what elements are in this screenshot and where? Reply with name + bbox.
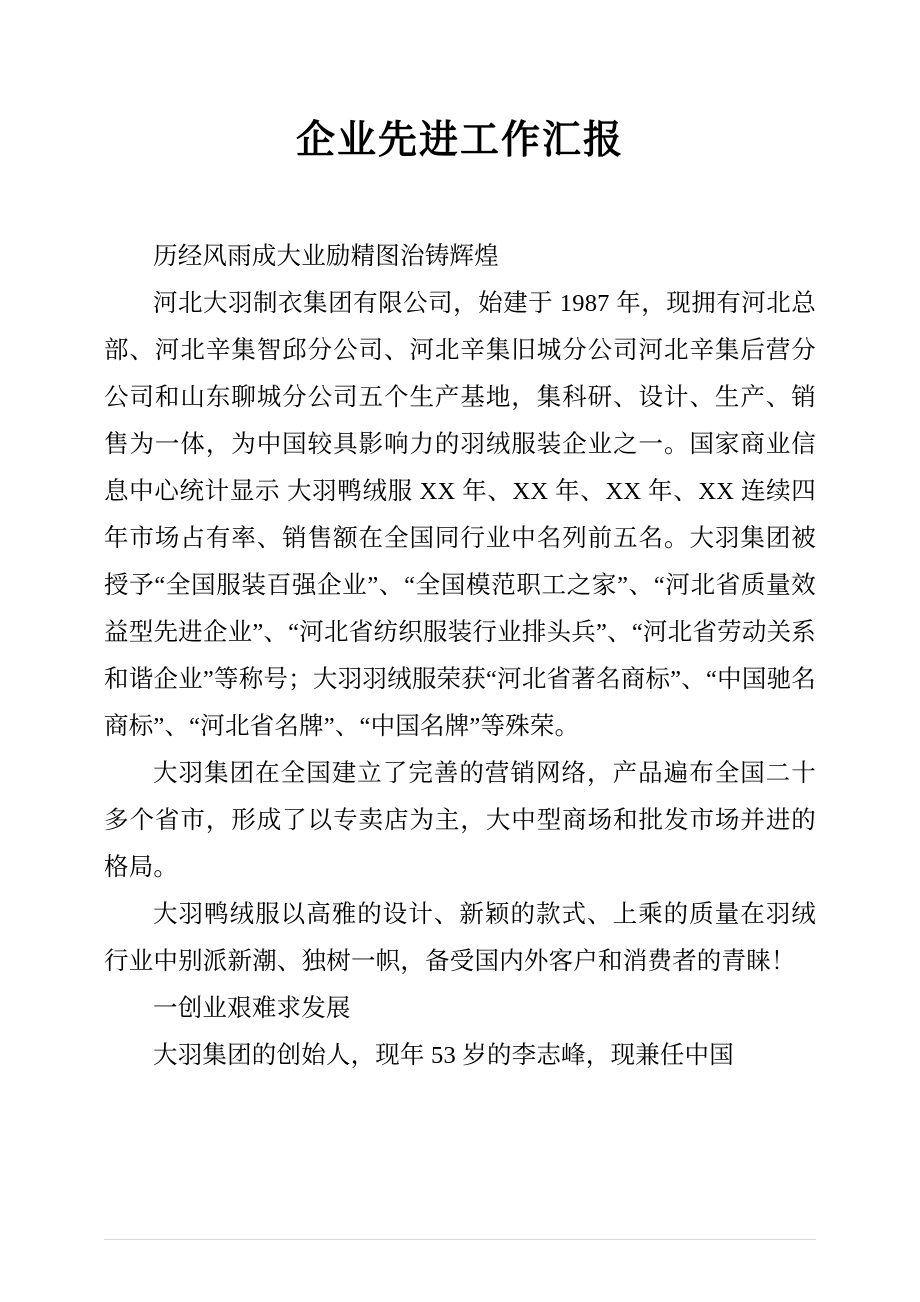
document-body (104, 233, 816, 1079)
paragraph: 河北大羽制衣集团有限公司，始建于 1987 年，现拥有河北总部、河北辛集智邱分公司、河北辛集旧城分公司河北辛集后营分公司和山东聊城分公司五个生产基地，集科研、设计、生产、销售为一体，为中国较具影响力的羽绒服装企业之一。国家商业信息中心统计显示 大羽鸭绒服 XX 年、XX 年、XX 年、XX 连续四年市场占有率、销售额在全国同行业中名列前五名。大羽集团被授予“全国服装百强企业”、“全国模范职工之家”、“河北省质量效益型先进企业”、“河北省纺织服装行业排头兵”、“河北省劳动关系和谐企业”等称号；大羽羽绒服荣获“河北省著名商标”、“中国驰名商标”、“河北省名牌”、“中国名牌”等殊荣。 (104, 289, 816, 740)
footer-divider (104, 1239, 816, 1240)
paragraph: 大羽集团在全国建立了完善的营销网络，产品遍布全国二十多个省市，形成了以专卖店为主，大中型商场和批发市场并进的格局。 (104, 759, 816, 881)
paragraph: 大羽集团的创始人，现年 53 岁的李志峰，现兼任中国 (153, 1041, 734, 1069)
paragraph: 大羽鸭绒服以高雅的设计、新颖的款式、上乘的质量在羽绒行业中别派新潮、独树一帜，备受国内外客户和消费者的青睐！ (104, 900, 816, 975)
paragraph: 历经风雨成大业励精图治铸辉煌 (153, 242, 499, 270)
page-title: 企业先进工作汇报 (295, 118, 624, 163)
paragraph: 一创业艰难求发展 (153, 994, 351, 1022)
